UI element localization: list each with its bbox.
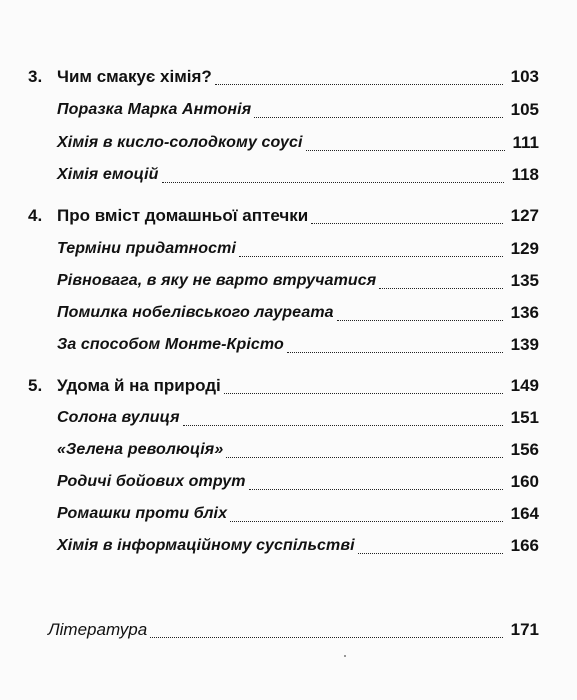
page-number: 156 [510, 440, 539, 459]
page-number: 171 [510, 620, 539, 639]
toc-entry [0, 162, 577, 188]
toc-entry [0, 501, 577, 527]
toc-entry [0, 236, 577, 262]
dot-leader [311, 197, 503, 224]
toc-entry [0, 64, 577, 90]
page-number: 136 [510, 303, 539, 322]
section-title: Хімія в кисло-солодкому соусі [57, 134, 303, 151]
section-title: Солона вулиця [57, 409, 180, 426]
page-number: 135 [510, 271, 539, 290]
section-title: Терміни придатності [57, 240, 237, 257]
page-number: 103 [510, 67, 539, 86]
page-number: 111 [512, 133, 539, 152]
dot-leader [215, 58, 503, 85]
toc-entry [0, 437, 577, 463]
section-title: Ромашки проти бліх [57, 505, 228, 522]
dot-leader [183, 399, 503, 426]
dot-leader [337, 294, 503, 321]
section-title: Родичі бойових отрут [57, 473, 246, 490]
page-number: 105 [510, 100, 539, 119]
section-title: Хімія емоцій [57, 166, 159, 183]
literature-title: Література [48, 620, 148, 639]
dot-leader [358, 527, 503, 554]
section-title: Рівновага, в яку не варто втручатися [57, 272, 377, 289]
page-number: 129 [510, 239, 539, 258]
page-number: 151 [510, 408, 539, 427]
dot-leader [254, 91, 503, 118]
section-title: «Зелена революція» [57, 441, 224, 458]
toc-entry [0, 373, 577, 399]
section-title: Хімія в інформаційному суспільстві [57, 537, 355, 554]
dot-leader [162, 156, 504, 183]
toc-entry [0, 405, 577, 431]
toc-entry [0, 97, 577, 123]
toc-entry [0, 203, 577, 229]
chapter-title: Чим смакує хімія? [57, 67, 212, 86]
section-title: Поразка Марка Антонія [57, 101, 252, 118]
toc-entry [0, 268, 577, 294]
page-number: 127 [510, 206, 539, 225]
dot-leader [224, 367, 503, 394]
toc-entry [0, 533, 577, 559]
dot-leader [226, 431, 503, 458]
section-title: За способом Монте-Крісто [57, 336, 284, 353]
scan-speck [344, 655, 346, 657]
chapter-title: Удома й на природі [57, 376, 221, 395]
toc-entry [0, 130, 577, 156]
chapter-number: 4. [28, 206, 43, 225]
page-number: 118 [511, 165, 539, 184]
dot-leader [306, 124, 505, 151]
chapter-number: 5. [28, 376, 43, 395]
dot-leader [379, 262, 503, 289]
section-title: Помилка нобелівського лауреата [57, 304, 334, 321]
page-number: 166 [510, 536, 539, 555]
toc-entry [0, 617, 577, 643]
dot-leader [230, 495, 503, 522]
toc-entry [0, 332, 577, 358]
chapter-number: 3. [28, 67, 43, 86]
page-number: 139 [510, 335, 539, 354]
toc-entry [0, 300, 577, 326]
dot-leader [249, 463, 503, 490]
dot-leader [150, 611, 503, 638]
chapter-title: Про вміст домашньої аптечки [57, 206, 309, 225]
page-number: 160 [510, 472, 539, 491]
dot-leader [287, 326, 503, 353]
toc-entry [0, 469, 577, 495]
page-number: 149 [510, 376, 539, 395]
dot-leader [239, 230, 503, 257]
page-number: 164 [510, 504, 539, 523]
